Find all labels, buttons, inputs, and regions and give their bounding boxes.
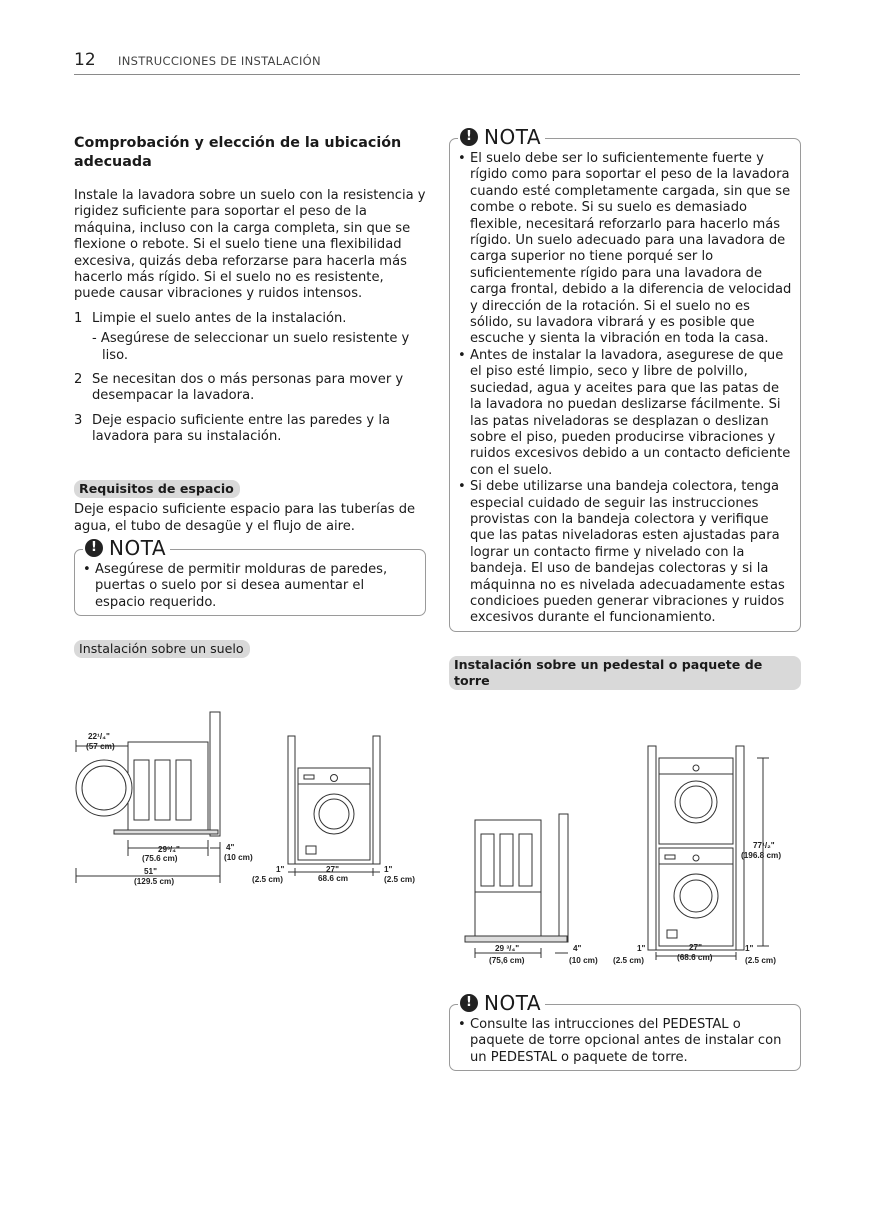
washer-front-view [659,848,733,946]
side-left-in: 1" [637,944,646,953]
side-left-cm: (2.5 cm) [252,875,283,884]
side-right-cm: (2.5 cm) [384,875,415,884]
total-dim-cm: (129.5 cm) [134,877,175,886]
pedestal-side [475,892,541,936]
depth-dim-in: 29 ³/₄" [495,944,520,953]
step-text: Deje espacio suficiente entre las paredes y la lavadora para su instalación. [92,412,390,445]
alert-icon: ! [460,994,478,1012]
nota-title: NOTA [109,535,167,560]
nota-title: NOTA [484,991,542,1015]
nota-title: NOTA [484,125,542,149]
step-text: Limpie el suelo antes de la instalación. [92,310,347,326]
right-column [449,125,801,690]
intro-paragraph: Instale la lavadora sobre un suelo con la resistencia y rigidez suficiente para soportar el peso de la máquina, incluso con la carga completa, sin que se flexione o rebote. Si el suelo tiene una flexibilidad excesiva, quizás deba reforzarse para hacerla más hacerlo más rígido. Si el suelo no es resistente, puede causar vibraciones y ruidos intensos. [74,188,426,302]
step-number: 3 [74,412,83,428]
side-left-in: 1" [276,865,285,874]
width-dim-in: 27" [689,943,702,952]
gap-dim-cm: (10 cm) [224,853,253,862]
steps-list [74,311,426,446]
section-title: INSTRUCCIONES DE INSTALACIÓN [118,54,321,68]
nota-item: • El suelo debe ser lo suficientemente fuerte y rígido como para soportar el peso de la lavadora cuando esté completamente cargada, sin que se combe o rebote. Si su suelo es demasiado flexible, necesitará reforzarlo para hacerlo más rígido. Un suelo adecuado para una lavadora de carga superior no tiene porqué ser lo suficientemente rígido para una lavadora de carga frontal, debido a la diferencia de velocidad y dirección de la rotación. Si el suelo no es sólido, su lavadora vibrará y es posible que escuche y sienta la vibración en toda la casa. [458,151,792,348]
wall-shape [210,712,220,836]
door-swing-circle [76,760,132,816]
depth-dim-cm: (75.6 cm) [142,854,178,863]
step-1 [74,311,426,364]
wall-left [288,736,295,864]
page-number: 12 [74,50,96,70]
step-2 [74,372,426,405]
nota-box-pedestal [449,991,801,1071]
width-dim-cm: (68.6 cm) [677,953,713,962]
gap-dim-cm: (10 cm) [569,956,598,965]
nota-item: • Asegúrese de permitir molduras de paredes, puertas o suelo por si desea aumentar el espacio requerido. [83,562,417,611]
nota-box-floor [449,125,801,632]
location-heading: Comprobación y elección de la ubicación adecuada [74,135,402,170]
space-paragraph: Deje espacio suficiente espacio para las tuberías de agua, el tubo de desagüe y el flujo de aire. [74,502,416,534]
width-dim-in: 27" [326,865,339,874]
nota-item: • Consulte las intrucciones del PEDESTAL o paquete de torre opcional antes de instalar con un PEDESTAL o paquete de torre. [458,1017,792,1066]
depth-dim-cm: (75,6 cm) [489,956,525,965]
gap-dim-in: 4" [573,944,582,953]
nota-item: • Antes de instalar la lavadora, asegurese de que el piso esté limpio, seco y libre de polvillo, suciedad, agua y aceites para que las patas de la lavadora no puedan deslizarse fácilmente. Si las patas niveladoras se desplazan o deslizan sobre el piso, pueden producirse vibraciones y ruidos excesivos debido a un contacto deficiente con el suelo. [458,348,792,479]
height-dim-cm: (196.8 cm) [741,851,782,860]
depth-dim-in: 29³/₄" [158,845,180,854]
step-text: Se necesitan dos o más personas para mover y desempacar la lavadora. [92,372,404,404]
width-dim-cm: 68.6 cm [318,874,349,883]
nota-box-space [74,535,426,616]
pedestal-install-label: Instalación sobre un pedestal o paquete de torre [449,656,801,690]
left-column [74,134,426,659]
floor-install-label: Instalación sobre un suelo [74,640,250,658]
page-header [74,50,800,75]
wall-right [736,746,744,950]
door-dim-in: 22¹/₄" [88,732,110,741]
side-right-cm: (2.5 cm) [745,956,776,965]
side-right-in: 1" [384,865,393,874]
step-number: 2 [74,372,83,388]
washer-side-view [128,742,208,830]
floor-install-diagram [70,708,430,893]
step-number: 1 [74,310,83,326]
space-requirements-label: Requisitos de espacio [74,480,240,498]
alert-icon: ! [85,539,103,557]
door-dim-cm: (57 cm) [86,742,115,751]
side-right-in: 1" [745,944,754,953]
pedestal-install-diagram [455,744,795,974]
washer-side-view [475,820,541,892]
step-subnote: - Asegúrese de seleccionar un suelo resistente y liso. [92,331,410,363]
wall-left [648,746,656,950]
alert-icon: ! [460,128,478,146]
nota-item: • Si debe utilizarse una bandeja colectora, tenga especial cuidado de seguir las instrucciones provistas con la bandeja colectora y verifique que las patas niveladoras esten ajustadas para lograr un contacto firme y nivelado con la bandeja. El uso de bandejas colectoras y si la máquinna no es nivelada adecuadamente estas condicioes pueden generar vibraciones y ruidos excesivos durante el funcionamiento. [458,479,792,627]
wall-shape [559,814,568,942]
gap-dim-in: 4" [226,843,235,852]
total-dim-in: 51" [144,867,157,876]
height-dim-in: 77¹/₂" [753,841,775,850]
side-left-cm: (2.5 cm) [613,956,644,965]
wall-right [373,736,380,864]
step-3 [74,413,426,446]
